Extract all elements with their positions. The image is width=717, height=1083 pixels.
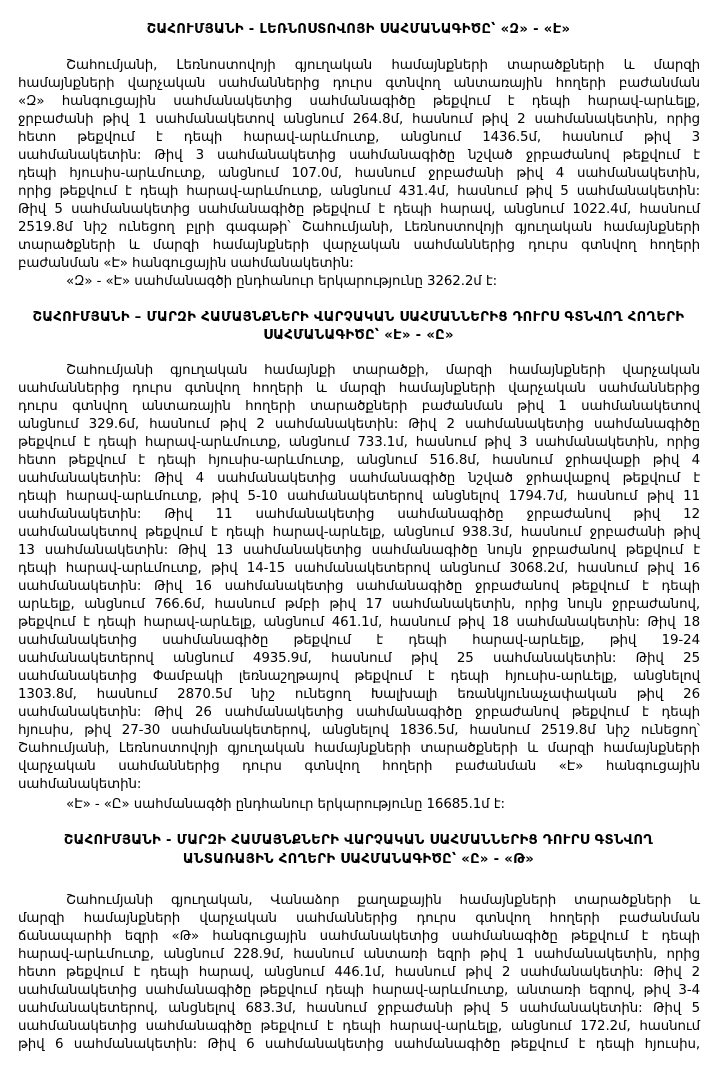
section-1-title: ՇԱՀՈՒՄՅԱՆԻ - ԼԵՌՆՈՍՏՈՎՈՅԻ ՍԱՀՄԱՆԱԳԻԾԸ՝ «Զ» - «Է» xyxy=(146,22,571,37)
section-1-line: «Զ» հանգուցային սահմանակետից սահմանագիծը թեքվում է դեպի հարավ-արևելք, xyxy=(18,94,700,109)
section-2-line: անցնում 329.6մ, հասնում թիվ 2 սահմանակետին: Թիվ 2 սահմանակետից սահմանագիծը xyxy=(18,417,700,432)
section-2-line: սահմանակետին: Թիվ 16 սահմանակետից սահմանագիծը ջրբաժանով թեքվում է դեպի xyxy=(18,579,700,594)
section-2-line: թեքվում է դեպի հարավ-արևմուտք, անցնում 733.1մ, հասնում թիվ 3 սահմանակետին, որից xyxy=(18,435,700,450)
section-3-title: ԱՆՏԱՌԱՅԻՆ ՀՈՂԵՐԻ ՍԱՀՄԱՆԱԳԻԾԸ՝ «Ը» - «Թ» xyxy=(182,852,535,867)
section-2-line: սահմանակետին: xyxy=(18,777,142,792)
section-1-line: ջրբաժանի թիվ 1 սահմանակետով անցնում 264.8մ, հասնում թիվ 2 սահմանակետին, որից xyxy=(18,112,700,127)
section-1-line: հետո թեքվում է դեպի հարավ-արևմուտք, անցնում 1436.5մ, հասնում թիվ 3 xyxy=(18,130,700,145)
section-1-line: բաժանման «Է» հանգուցային սահմանակետին: xyxy=(18,256,354,271)
section-2-line: հետո թեքվում է դեպի հյուսիս-արևմուտք, անցնում 516.8մ, հասնում ջրհավաքի թիվ 4 xyxy=(18,453,700,468)
section-2-line: սահմաններից դուրս գտնվող հողերի և մարզի համայնքների վարչական սահմաններից xyxy=(18,381,700,396)
section-3-title: ՇԱՀՈՒՄՅԱՆԻ - ՄԱՐԶԻ ՀԱՄԱՅՆՔՆԵՐԻ ՎԱՐՉԱԿԱՆ ՍԱՀՄԱՆՆԵՐԻՑ ԴՈՒՐՍ ԳՏՆՎՈՂ xyxy=(63,833,654,848)
section-2-line: հյուսիս, թիվ 27-30 սահմանակետերով, անցնելով 1836.5մ, հասնում 2519.8մ նիշ ունեցող՝ xyxy=(18,723,700,738)
section-2-line: սահմանակետով թեքվում է դեպի հարավ-արևելք, անցնում 938.3մ, հասնում ջրբաժանի թիվ xyxy=(18,525,700,540)
section-3-line: սահմանակետից սահմանագիծը թեքվում է դեպի հարավ-արևելք, անցնում 172.2մ, հասնում xyxy=(18,1019,700,1034)
section-2-summary: «Է» - «Ը» սահմանագծի ընդհանուր երկարությունը 16685.1մ է: xyxy=(66,797,505,812)
section-2-line: Շահումյանի գյուղական համայնքի տարածքի, մարզի համայնքների վարչական xyxy=(66,363,700,378)
section-3-line: հարավ-արևմուտք, անցնում 228.9մ, հասնում անտառի եզրի թիվ 1 սահմանակետին, որից xyxy=(18,947,700,962)
section-1-line: 2519.8մ նիշ ունեցող բլրի գագաթի՝ Շահումյանի, Լեռնոստովոյի գյուղական համայնքների xyxy=(18,220,700,235)
section-2-title: ՇԱՀՈՒՄՅԱՆԻ – ՄԱՐԶԻ ՀԱՄԱՅՆՔՆԵՐԻ ՎԱՐՉԱԿԱՆ ՍԱՀՄԱՆՆԵՐԻՑ ԴՈՒՐՍ ԳՏՆՎՈՂ ՀՈՂԵՐԻ xyxy=(32,310,685,325)
section-2-line: 1303.8մ, հասնում 2870.5մ նիշ ունեցող Խալխալի եռանկյունաչափական թիվ 26 xyxy=(18,687,700,702)
section-1-line: Թիվ 5 սահմանակետից սահմանագիծը թեքվում է դեպի հարավ, անցնում 1022.4մ, հասնում xyxy=(18,202,700,217)
section-2-line: սահմանակետից սահմանագիծը թեքվում է դեպի հարավ-արևելք, թիվ 19-24 xyxy=(18,633,700,648)
section-2-line: 13 սահմանակետին: Թիվ 13 սահմանակետից սահմանագիծը նույն ջրբաժանով թեքվում է xyxy=(18,543,700,558)
section-1-line: դեպի հյուսիս-արևմուտք, անցնում 107.0մ, հասնում ջրբաժանի թիվ 4 սահմանակետին, xyxy=(18,166,700,181)
section-2-line: սահմանակետին: Թիվ 11 սահմանակետից սահմանագիծը ջրբաժանով թիվ 12 xyxy=(18,507,700,522)
section-3-line: սահմանակետից սահմանագիծը թեքվում դեպի հարավ-արևմուտք, անտառի եզրով, թիվ 3-4 xyxy=(18,983,700,998)
section-2-line: թեքվում է դեպի հարավ-արևելք, անցնում 461.1մ, հասնում թիվ 18 սահմանակետին: Թիվ 18 xyxy=(18,615,700,630)
section-2-line: սահմանակետից Փամբակի լեռնաշղթայով թեքվում է դեպի հյուսիս-արևելք, անցնելով xyxy=(18,669,700,684)
section-2-line: արևելք, անցնում 766.6մ, հասնում թմբի թիվ 17 սահմանակետին, որից նույն ջրբաժանով, xyxy=(18,597,700,612)
section-2-line: սահմանակետերով անցնում 4935.9մ, հասնում թիվ 25 սահմանակետին: Թիվ 25 xyxy=(18,651,700,666)
section-2-line: դեպի հարավ-արևմուտք, թիվ 5-10 սահմանակետերով անցնելով 1794.7մ, հասնում թիվ 11 xyxy=(18,489,700,504)
section-3-line: թիվ 6 սահմանակետին: Թիվ 6 սահմանակետից սահմանագիծը թեքվում է դեպի հյուսիս, xyxy=(18,1037,700,1052)
section-1-line: սահմանակետին: Թիվ 3 սահմանակետից սահմանագիծը նշված ջրբաժանով թեքվում է xyxy=(18,148,700,163)
section-2-line: դեպի հարավ-արևմուտք, թիվ 14-15 սահմանակետերով անցնում 3068.2մ, հասնում թիվ 16 xyxy=(18,561,700,576)
section-3-line: ճանապարհի եզրի «Թ» հանգուցային սահմանակետից սահմանագիծը թեքվում է դեպի xyxy=(18,929,700,944)
section-2-line: սահմանակետին: Թիվ 26 սահմանակետից սահմանագիծը ջրբաժանով թեքվում է դեպի xyxy=(18,705,700,720)
section-1-summary: «Զ» - «Է» սահմանագծի ընդհանուր երկարությունը 3262.2մ է: xyxy=(66,274,498,289)
section-3-line: սահմանակետերով, անցնելով 683.3մ, հասնում ջրբաժանի թիվ 5 սահմանակետին: Թիվ 5 xyxy=(18,1001,700,1016)
section-2-line: Շահումյանի, Լեռնոստովոյի գյուղական համայնքների տարածքների և մարզի համայնքների xyxy=(18,741,700,756)
section-1-line: Շահումյանի, Լեռնոստովոյի գյուղական համայնքների տարածքների և մարզի xyxy=(66,58,700,73)
section-3-line: հետո թեքվում է դեպի հարավ, անցնում 446.1մ, հասնում թիվ 2 սահմանակետին: Թիվ 2 xyxy=(18,965,700,980)
section-1-line: համայնքների վարչական սահմաններից դուրս գտնվող անտառային հողերի բաժանման xyxy=(18,76,700,91)
section-3-line: մարզի համայնքների վարչական սահմաններից դուրս գտնվող հողերի բաժանման xyxy=(18,911,700,926)
section-1-line: որից թեքվում է դեպի հարավ-արևմուտք, անցնում 431.4մ, հասնում թիվ 5 սահմանակետին: xyxy=(18,184,700,199)
section-1-line: տարածքների և մարզի համայնքների վարչական սահմաններից դուրս գտնվող հողերի xyxy=(18,238,700,253)
section-2-line: սահմանակետին: Թիվ 4 սահմանակետից սահմանագիծը նշված ջրհավաքով թեքվում է xyxy=(18,471,700,486)
section-2-line: դուրս գտնվող անտառային հողերի տարածքների բաժանման թիվ 1 սահմանակետով xyxy=(18,399,700,414)
section-2-line: վարչական սահմաններից դուրս գտնվող հողերի բաժանման «Է» հանգուցային xyxy=(18,759,700,774)
section-2-title: ՍԱՀՄԱՆԱԳԻԾԸ՝ «Է» - «Ը» xyxy=(263,328,454,343)
section-3-line: Շահումյանի գյուղական, Վանաձոր քաղաքային համայնքների տարածքների և xyxy=(66,893,700,908)
